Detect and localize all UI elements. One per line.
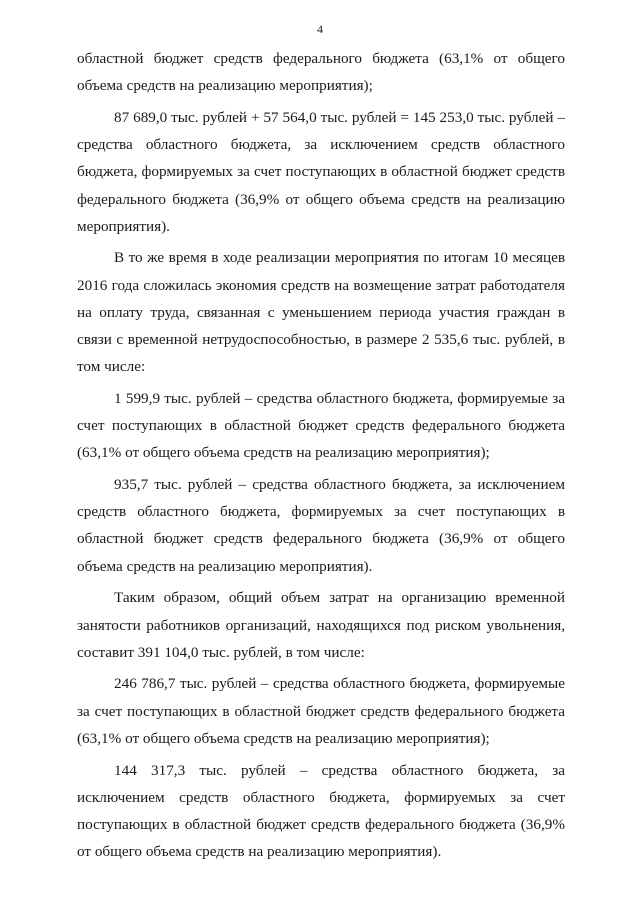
body-text	[77, 45, 565, 865]
paragraph-total-regional-share: 144 317,3 тыс. рублей – средства областного бюджета, за исключением средств областного бюджета, формируемых за счет поступающих в областной бюджет средств федерального бюджета (36,9% от общего объема средств на реализацию мероприятия).	[77, 761, 565, 861]
paragraph-savings: В то же время в ходе реализации мероприятия по итогам 10 месяцев 2016 года сложилась экономия средств на возмещение затрат работодателя на оплату труда, связанная с уменьшением периода участия граждан в связи с временной нетрудоспособностью, в размере 2 535,6 тыс. рублей, в том числе:	[77, 249, 565, 376]
paragraph-savings-regional-share: 935,7 тыс. рублей – средства областного бюджета, за исключением средств областного бюджета, формируемых за счет поступающих в областной бюджет средств федерального бюджета (36,9% от общего объема средств на реализацию мероприятия).	[77, 476, 565, 575]
paragraph-savings-federal-share: 1 599,9 тыс. рублей – средства областного бюджета, формируемые за счет поступающих в областной бюджет средств федерального бюджета (63,1% от общего объема средств на реализацию мероприятия);	[77, 389, 565, 462]
paragraph-continuation: областной бюджет средств федерального бюджета (63,1% от общего объема средств на реализацию мероприятия);	[77, 50, 565, 95]
paragraph-total-federal-share: 246 786,7 тыс. рублей – средства областного бюджета, формируемые за счет поступающих в областной бюджет средств федерального бюджета (63,1% от общего объема средств на реализацию мероприятия);	[77, 675, 565, 747]
paragraph-total-costs: Таким образом, общий объем затрат на организацию временной занятости работников организаций, находящихся под риском увольнения, составит 391 104,0 тыс. рублей, в том числе:	[77, 589, 565, 661]
page-number: 4	[317, 22, 323, 36]
paragraph-regional-funds-total: 87 689,0 тыс. рублей + 57 564,0 тыс. рублей = 145 253,0 тыс. рублей – средства областного бюджета, за исключением средств областного бюджета, формируемых за счет поступающих в областной бюджет средств федерального бюджета (36,9% от общего объема средств на реализацию мероприятия).	[77, 108, 565, 235]
